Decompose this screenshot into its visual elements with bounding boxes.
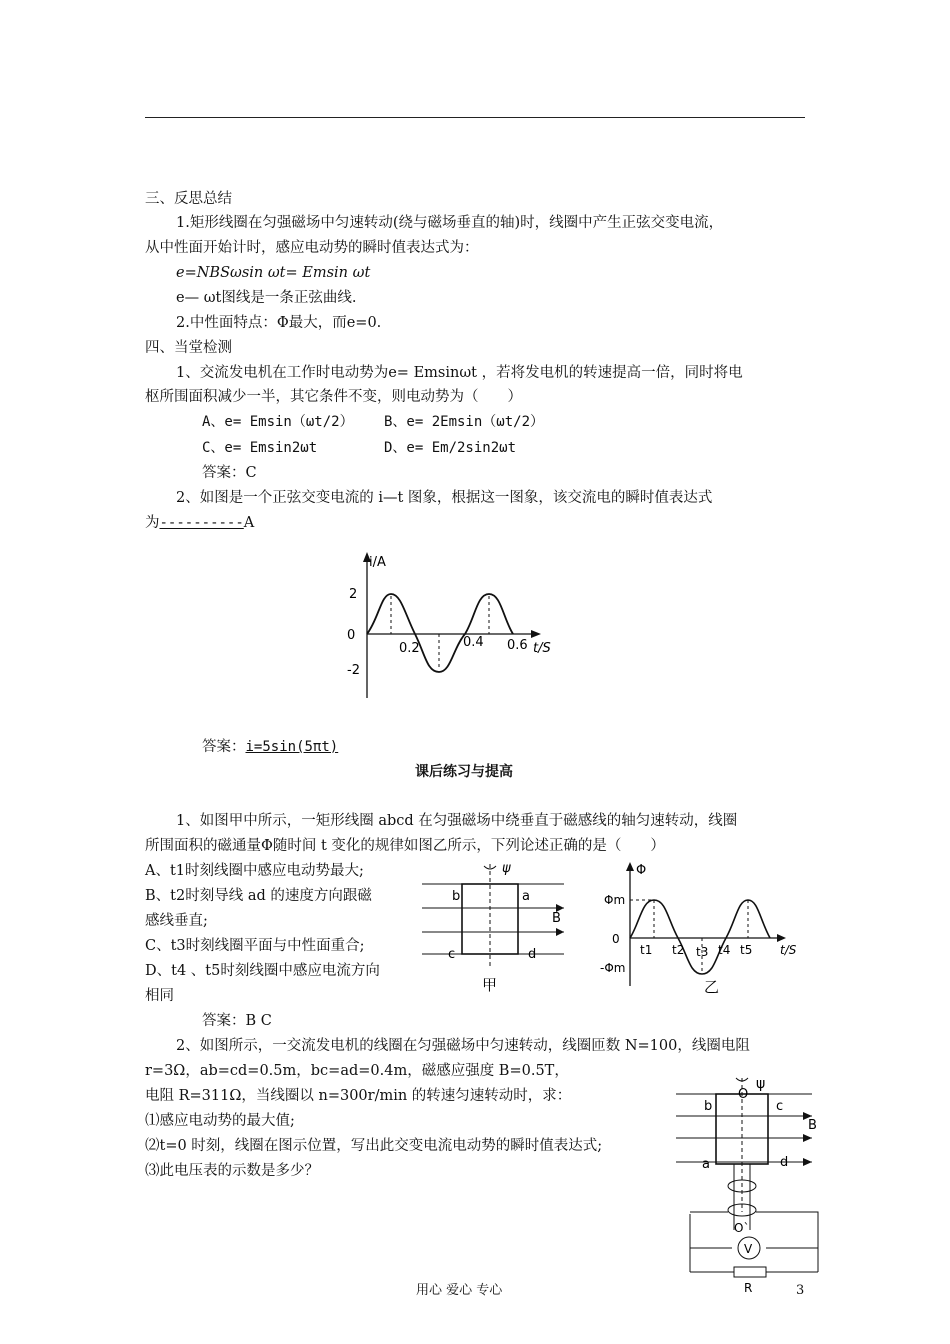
after-opt-c: C、t3时刻线圈平面与中性面重合; xyxy=(145,938,365,954)
gen-label-B: B xyxy=(808,1118,817,1133)
page-number: 3 xyxy=(796,1283,805,1298)
after-opt-b2: 感线垂直; xyxy=(145,913,208,929)
after-q2a: 2、如图所示，一交流发电机的线圈在匀强磁场中匀速转动，线圈匝数 N=100，线圈电阻 xyxy=(176,1038,750,1054)
section4-answer1: 答案：C xyxy=(202,465,257,481)
fig-yi xyxy=(600,858,810,998)
it-graph xyxy=(335,548,565,708)
answer2-label: 答案： xyxy=(202,739,246,755)
yi-t5: t5 xyxy=(740,943,753,957)
jia-label-a: a xyxy=(522,889,530,904)
gen-label-a: a xyxy=(702,1157,710,1172)
jia-label-d: d xyxy=(528,947,537,962)
it-x-label: t/S xyxy=(533,641,551,656)
header-rule xyxy=(145,117,805,118)
footer-center: 用心 爱心 专心 xyxy=(416,1283,503,1298)
it-x-tick-02: 0.2 xyxy=(399,641,420,656)
it-x-tick-06: 0.6 xyxy=(507,638,528,653)
section4-opt-d: D、e= Em/2sin2ωt xyxy=(384,440,517,456)
section3-title: 三、反思总结 xyxy=(145,191,232,207)
after-q2b: r=3Ω，ab=cd=0.5m，bc=ad=0.4m，磁感应强度 B=0.5T， xyxy=(145,1063,569,1079)
after-answer1: 答案：B C xyxy=(202,1013,272,1029)
yi-x-label: t/S xyxy=(780,943,797,957)
jia-label-b: b xyxy=(452,889,461,904)
section3-p1b: 从中性面开始计时，感应电动势的瞬时值表达式为： xyxy=(145,240,479,256)
jia-label-c: c xyxy=(448,947,456,962)
yi-sine-curve xyxy=(630,900,770,974)
section4-opt-c: C、e= Emsin2ωt xyxy=(202,440,318,456)
it-x-arrow xyxy=(531,630,541,638)
section4-q2b xyxy=(145,514,254,532)
yi-y-label: Φ xyxy=(636,863,647,878)
yi-x-arrow xyxy=(777,934,786,942)
section3-formula: e=NBSωsin ωt= Emsin ωt xyxy=(176,265,371,281)
section4-q1a: 1、交流发电机在工作时电动势为e= Emsinωt ，若将发电机的转速提高一倍，同时将电 xyxy=(176,365,743,381)
gen-label-b: b xyxy=(704,1099,713,1114)
gen-label-d: d xyxy=(780,1155,789,1170)
section4-q1b: 枢所围面积减少一半，其它条件不变，则电动势为（ ） xyxy=(145,389,522,405)
fig-jia xyxy=(416,858,576,998)
after-q2f: ⑶此电压表的示数是多少？ xyxy=(145,1163,319,1179)
yi-t4: t4 xyxy=(718,943,731,957)
answer2-value: i=5sin(5πt) xyxy=(245,739,339,755)
q2b-prefix: 为 xyxy=(145,515,160,531)
section4-q2a: 2、如图是一个正弦交变电流的 i—t 图象，根据这一图象，该交流电的瞬时值表达式 xyxy=(176,490,713,506)
gen-label-c: c xyxy=(776,1099,784,1114)
gen-label-O: O xyxy=(738,1087,749,1102)
jia-label-B: B xyxy=(552,911,561,926)
gen-label-psi: ψ xyxy=(756,1076,766,1092)
it-y-tick-2: 2 xyxy=(349,587,358,602)
gen-arrow-2 xyxy=(803,1134,812,1142)
section3-p1a: 1.矩形线圈在匀强磁场中匀速转动(绕与磁场垂直的轴)时，线圈中产生正弦交变电流， xyxy=(176,215,724,231)
after-q2e: ⑵t=0 时刻，线圈在图示位置，写出此交变电流电动势的瞬时值表达式; xyxy=(145,1138,603,1154)
section3-p2: 2.中性面特点：Φ最大，而e=0. xyxy=(176,315,382,331)
after-q1a: 1、如图甲中所示，一矩形线圈 abcd 在匀强磁场中绕垂直于磁感线的轴匀速转动，线圈 xyxy=(176,813,738,829)
gen-arrow-3 xyxy=(803,1158,812,1166)
jia-label-psi: ψ xyxy=(502,861,511,876)
it-x-tick-04: 0.4 xyxy=(463,635,484,650)
after-opt-d1: D、t4 、t5时刻线圈中感应电流方向 xyxy=(145,963,380,979)
gen-resistor xyxy=(734,1267,766,1277)
section4-title: 四、当堂检测 xyxy=(145,340,232,356)
section4-opt-a: A、e= Emsin（ωt/2） xyxy=(202,414,354,430)
jia-arrow-2 xyxy=(556,928,564,936)
after-opt-a: A、t1时刻线圈中感应电动势最大; xyxy=(145,863,364,879)
section4-answer2 xyxy=(202,738,338,756)
section3-graph-line: e— ωt图线是一条正弦曲线. xyxy=(176,290,357,306)
after-q2d: ⑴感应电动势的最大值; xyxy=(145,1113,295,1129)
q2b-suffix: A xyxy=(243,515,255,531)
section4-opt-b: B、e= 2Emsin（ωt/2） xyxy=(384,414,545,430)
after-heading: 课后练习与提高 xyxy=(415,764,513,780)
yi-origin: 0 xyxy=(612,932,620,946)
yi-t3: t3 xyxy=(696,945,709,959)
gen-label-O-prime: O` xyxy=(734,1221,750,1235)
after-opt-d2: 相同 xyxy=(145,988,174,1004)
it-sine-curve xyxy=(367,594,513,672)
yi-neg-phi-m: -Φm xyxy=(600,961,626,975)
after-q1b: 所围面积的磁通量Φ随时间 t 变化的规律如图乙所示，下列论述正确的是（ ） xyxy=(145,838,665,854)
yi-phi-m: Φm xyxy=(604,893,626,907)
yi-caption: 乙 xyxy=(704,978,720,996)
q2b-blank: ---------- xyxy=(159,515,244,531)
after-q2c: 电阻 R=311Ω，当线圈以 n=300r/min 的转速匀速转动时，求： xyxy=(145,1088,572,1104)
yi-y-arrow xyxy=(626,862,634,871)
jia-caption: 甲 xyxy=(482,976,498,994)
yi-t2: t2 xyxy=(672,943,685,957)
it-y-label: i/A xyxy=(369,555,386,570)
after-opt-b1: B、t2时刻导线 ad 的速度方向跟磁 xyxy=(145,888,372,904)
it-y-tick-0: 0 xyxy=(347,628,356,643)
gen-label-V: V xyxy=(744,1242,753,1256)
fig-generator xyxy=(672,1072,822,1296)
gen-label-R: R xyxy=(744,1281,753,1295)
yi-t1: t1 xyxy=(640,943,653,957)
it-y-tick-neg2: -2 xyxy=(347,663,360,678)
